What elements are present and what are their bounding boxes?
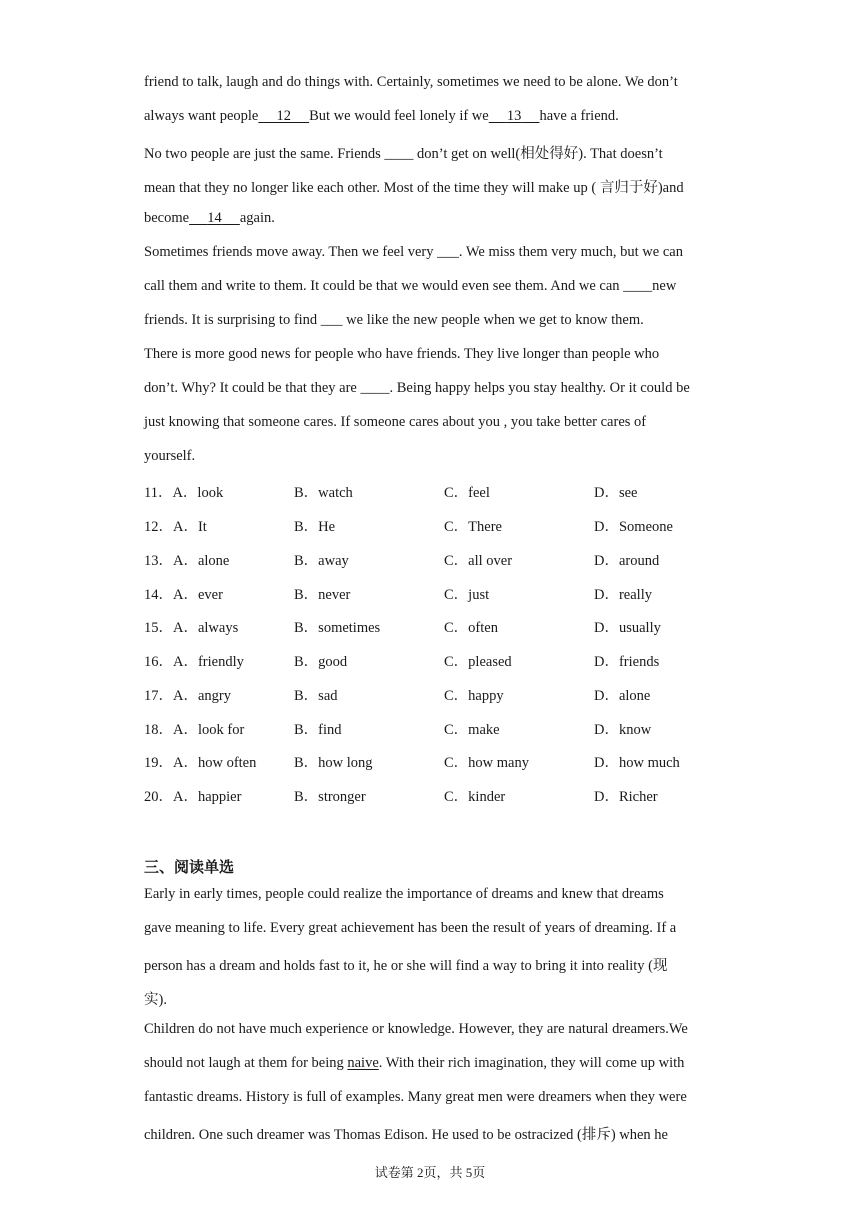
underlined-word: naive — [347, 1055, 379, 1071]
option-d: D．Richer — [594, 789, 658, 805]
question-row — [144, 481, 744, 501]
passage-line: friend to talk, laugh and do things with. Certainly, sometimes we need to be alone. We don’t — [144, 74, 678, 90]
passage-line: Sometimes friends move away. Then we feel very ___. We miss them very much, but we can — [144, 244, 683, 260]
passage-line: yourself. — [144, 448, 196, 464]
option-a: 17．A．angry — [144, 688, 231, 704]
passage-line: gave meaning to life. Every great achievement has been the result of years of dreaming. If a — [144, 920, 677, 936]
option-a: 20．A．happier — [144, 789, 242, 805]
blank-12: 12 — [276, 108, 291, 124]
option-c: C．feel — [444, 485, 490, 501]
question-row — [144, 751, 744, 771]
passage-line: No two people are just the same. Friends ____ don’t get on well(相处得好). That doesn’t — [144, 146, 663, 162]
passage-line — [144, 210, 275, 227]
passage-line: children. One such dreamer was Thomas Edison. He used to be ostracized (排斥) when he — [144, 1127, 668, 1143]
option-d: D．friends — [594, 654, 660, 670]
passage-line: friends. It is surprising to find ___ we like the new people when we get to know them. — [144, 312, 644, 328]
question-row — [144, 785, 744, 805]
option-b: B．good — [294, 654, 348, 670]
option-c: C．There — [444, 519, 502, 535]
text-segment: become — [144, 210, 190, 226]
option-d: D．usually — [594, 620, 661, 636]
option-b: B．He — [294, 519, 336, 535]
passage-line: Children do not have much experience or knowledge. However, they are natural dreamers.We — [144, 1021, 688, 1037]
passage-line: person has a dream and holds fast to it, he or she will find a way to bring it into reality (现 — [144, 958, 668, 974]
option-b: B．watch — [294, 485, 353, 501]
text-segment: . With their rich imagination, they will come up with — [378, 1055, 685, 1071]
option-d: D．around — [594, 553, 660, 569]
passage-line: There is more good news for people who have friends. They live longer than people who — [144, 346, 660, 362]
option-c: C．happy — [444, 688, 504, 704]
option-d: D．how much — [594, 755, 680, 771]
passage-line: call them and write to them. It could be that we would even see them. And we can ____new — [144, 278, 677, 294]
question-row — [144, 515, 744, 535]
passage-line: mean that they no longer like each other. Most of the time they will make up ( 言归于好)and — [144, 180, 684, 196]
text-segment: have a friend. — [539, 108, 619, 124]
option-b: B．away — [294, 553, 349, 569]
option-b: B．stronger — [294, 789, 366, 805]
question-row — [144, 583, 744, 603]
passage-line — [144, 108, 619, 125]
option-c: C．often — [444, 620, 498, 636]
question-row — [144, 549, 744, 569]
section-title: 三、阅读单选 — [144, 858, 235, 876]
option-c: C．make — [444, 722, 500, 738]
page-footer: 试卷第 2页，共 5页 — [374, 1165, 486, 1180]
question-row — [144, 650, 744, 670]
option-a: 11．A．look — [144, 485, 224, 501]
option-a: 18．A．look for — [144, 722, 245, 738]
option-b: B．sad — [294, 688, 338, 704]
text-segment: again. — [239, 210, 275, 226]
option-b: B．how long — [294, 755, 373, 771]
option-c: C．pleased — [444, 654, 512, 670]
option-d: D．alone — [594, 688, 651, 704]
option-a: 15．A．always — [144, 620, 239, 636]
question-row — [144, 616, 744, 636]
option-a: 12．A．It — [144, 519, 207, 535]
passage-line — [144, 1055, 684, 1072]
option-c: C．just — [444, 587, 490, 603]
option-d: D．know — [594, 722, 652, 738]
option-a: 16．A．friendly — [144, 654, 244, 670]
passage-line: 实). — [144, 992, 167, 1008]
option-a: 19．A．how often — [144, 755, 257, 771]
question-row — [144, 718, 744, 738]
option-c: C．kinder — [444, 789, 506, 805]
option-b: B．never — [294, 587, 351, 603]
passage-line: just knowing that someone cares. If someone cares about you , you take better cares of — [144, 414, 647, 430]
option-c: C．how many — [444, 755, 529, 771]
option-a: 13．A．alone — [144, 553, 230, 569]
question-row — [144, 684, 744, 704]
option-d: D．Someone — [594, 519, 673, 535]
option-b: B．find — [294, 722, 342, 738]
passage-line: don’t. Why? It could be that they are ____. Being happy helps you stay healthy. Or it could be — [144, 380, 690, 396]
option-d: D．see — [594, 485, 638, 501]
passage-line: fantastic dreams. History is full of examples. Many great men were dreamers when they were — [144, 1089, 687, 1105]
text-segment: should not laugh at them for being — [144, 1055, 348, 1071]
text-segment: But we would feel lonely if we — [309, 108, 489, 124]
option-d: D．really — [594, 587, 652, 603]
option-a: 14．A．ever — [144, 587, 223, 603]
option-c: C．all over — [444, 553, 513, 569]
blank-14: 14 — [207, 210, 222, 226]
passage-line: Early in early times, people could realize the importance of dreams and knew that dreams — [144, 886, 664, 902]
option-b: B．sometimes — [294, 620, 381, 636]
text-segment: always want people — [144, 108, 259, 124]
blank-13: 13 — [506, 108, 522, 124]
